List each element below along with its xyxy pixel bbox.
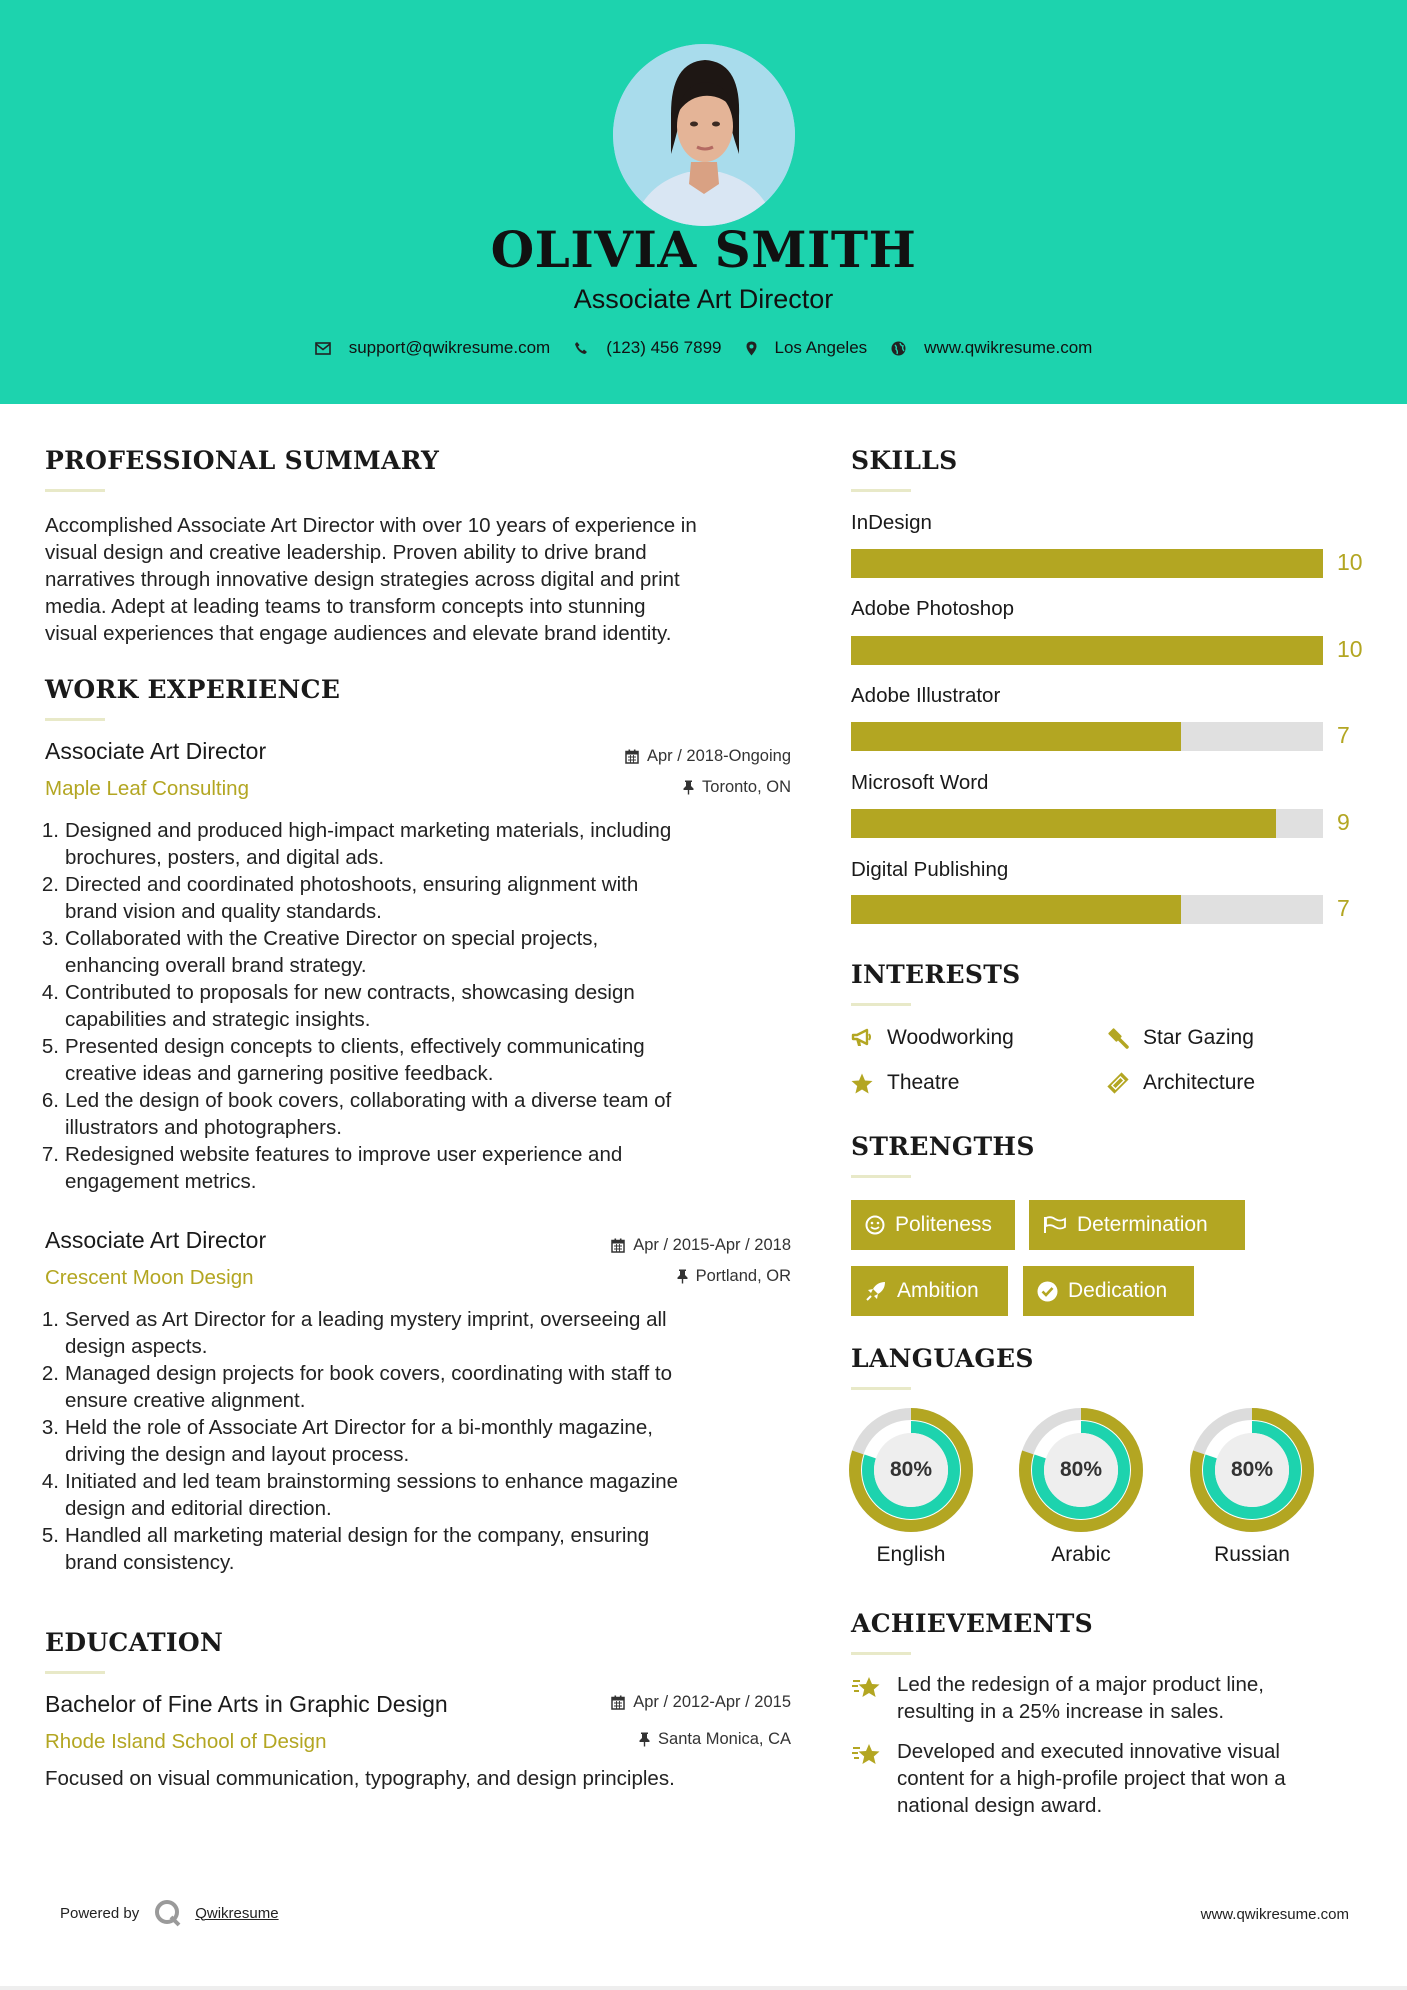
list-item: 3. Held the role of Associate Art Director for a bi-monthly magazine, bbox=[41, 1416, 653, 1439]
skill-bar bbox=[851, 895, 1323, 924]
candidate-role: Associate Art Director bbox=[573, 284, 834, 314]
avatar bbox=[613, 44, 795, 226]
job-location bbox=[683, 778, 791, 797]
skill-bar bbox=[851, 549, 1323, 578]
job-company: Crescent Moon Design bbox=[45, 1266, 254, 1289]
footer-powered-by bbox=[60, 1898, 279, 1928]
strength-label: Politeness bbox=[895, 1213, 992, 1236]
job-company: Maple Leaf Consulting bbox=[45, 777, 249, 800]
summary-heading: PROFESSIONAL SUMMARY bbox=[45, 446, 440, 475]
job-location-text: Portland, OR bbox=[695, 1267, 791, 1285]
strength-label: Determination bbox=[1077, 1213, 1208, 1236]
calendar-icon bbox=[611, 1238, 625, 1253]
contact-website-text: www.qwikresume.com bbox=[924, 338, 1093, 357]
contact-location bbox=[746, 338, 868, 358]
list-item: enhancing overall brand strategy. bbox=[65, 954, 367, 977]
list-item: 1. Served as Art Director for a leading mystery imprint, overseeing all bbox=[41, 1308, 667, 1331]
footer-powered-text: Powered by bbox=[60, 1904, 140, 1922]
contact-location-text: Los Angeles bbox=[774, 338, 868, 357]
contact-email[interactable] bbox=[315, 338, 551, 358]
skill-label: Microsoft Word bbox=[851, 771, 989, 794]
calendar-icon bbox=[611, 1695, 625, 1710]
language-name: Russian bbox=[1214, 1543, 1290, 1566]
strengths-divider bbox=[851, 1175, 911, 1178]
skill-bar-fill bbox=[851, 895, 1181, 924]
skill-value: 7 bbox=[1337, 895, 1350, 921]
summary-text bbox=[45, 512, 697, 647]
achievement-line: national design award. bbox=[897, 1794, 1103, 1817]
strength-chip bbox=[1023, 1266, 1194, 1316]
skill-label: Adobe Illustrator bbox=[851, 684, 1001, 707]
map-pin-icon bbox=[746, 341, 757, 356]
language-gauge bbox=[1190, 1408, 1314, 1532]
skill-label: Adobe Photoshop bbox=[851, 597, 1014, 620]
education-heading: EDUCATION bbox=[45, 1628, 224, 1657]
education-location-text: Santa Monica, CA bbox=[658, 1730, 791, 1748]
experience-heading: WORK EXPERIENCE bbox=[45, 675, 341, 704]
skill-bar bbox=[851, 809, 1323, 838]
skill-value: 10 bbox=[1337, 549, 1363, 575]
job-date-text: Apr / 2018-Ongoing bbox=[646, 747, 791, 765]
education-description: Focused on visual communication, typography, and design principles. bbox=[45, 1767, 675, 1790]
languages-divider bbox=[851, 1387, 911, 1390]
education-school: Rhode Island School of Design bbox=[45, 1730, 327, 1753]
list-item: 5. Presented design concepts to clients, effectively communicating bbox=[41, 1035, 645, 1058]
skill-value: 10 bbox=[1337, 636, 1363, 662]
interests-divider bbox=[851, 1003, 911, 1006]
job-location bbox=[677, 1267, 791, 1286]
list-item: design and editorial direction. bbox=[65, 1497, 332, 1520]
interest-item bbox=[851, 1071, 959, 1095]
achievement-line: Led the redesign of a major product line, bbox=[897, 1673, 1264, 1696]
gavel-icon bbox=[1107, 1027, 1129, 1049]
achievement-text bbox=[897, 1671, 1264, 1725]
contact-bar bbox=[0, 338, 1407, 358]
experience-divider bbox=[45, 718, 105, 721]
achievement-item bbox=[851, 1671, 1264, 1725]
job-location-text: Toronto, ON bbox=[702, 778, 791, 796]
star-icon bbox=[851, 1073, 873, 1094]
interest-item bbox=[1107, 1026, 1254, 1050]
list-item: 4. Contributed to proposals for new contracts, showcasing design bbox=[41, 981, 635, 1004]
interests-heading: INTERESTS bbox=[851, 960, 1021, 989]
language-gauge bbox=[849, 1408, 973, 1532]
interest-label: Theatre bbox=[887, 1071, 960, 1094]
summary-line: visual design and creative leadership. Proven ability to drive brand bbox=[45, 541, 647, 564]
summary-line: narratives through innovative design strategies across digital and print bbox=[45, 568, 680, 591]
achievement-text bbox=[897, 1738, 1286, 1819]
strength-label: Dedication bbox=[1068, 1279, 1168, 1302]
envelope-icon bbox=[315, 342, 331, 355]
language-name: English bbox=[876, 1543, 946, 1566]
list-item: brochures, posters, and digital ads. bbox=[65, 846, 385, 869]
candidate-name: OLIVIA SMITH bbox=[490, 220, 917, 279]
summary-line: media. Adept at leading teams to transform concepts into stunning bbox=[45, 595, 646, 618]
skill-bar bbox=[851, 722, 1323, 751]
pushpin-icon bbox=[683, 780, 694, 795]
summary-line: Accomplished Associate Art Director with over 10 years of experience in bbox=[45, 514, 697, 537]
strength-label: Ambition bbox=[897, 1279, 979, 1302]
footer-website[interactable]: www.qwikresume.com bbox=[1200, 1906, 1349, 1923]
pushpin-icon bbox=[639, 1732, 650, 1747]
footer-brand-link[interactable]: Qwikresume bbox=[195, 1904, 279, 1922]
trophy-star-icon bbox=[851, 1673, 883, 1701]
rocket-icon bbox=[865, 1280, 887, 1302]
languages-heading: LANGUAGES bbox=[851, 1344, 1034, 1373]
achievement-line: Developed and executed innovative visual bbox=[897, 1740, 1280, 1763]
list-item: illustrators and photographers. bbox=[65, 1116, 342, 1139]
smile-icon bbox=[865, 1215, 885, 1235]
skill-bar bbox=[851, 636, 1323, 665]
profile-photo bbox=[613, 44, 795, 226]
check-circle-icon bbox=[1037, 1281, 1058, 1302]
list-item: brand consistency. bbox=[65, 1551, 235, 1574]
education-degree: Bachelor of Fine Arts in Graphic Design bbox=[45, 1691, 448, 1717]
education-divider bbox=[45, 1671, 105, 1674]
job-date-text: Apr / 2015-Apr / 2018 bbox=[633, 1236, 791, 1254]
strength-chip bbox=[851, 1200, 1015, 1250]
skill-bar-fill bbox=[851, 549, 1323, 578]
list-item: creative ideas and garnering positive feedback. bbox=[65, 1062, 494, 1085]
achievements-heading: ACHIEVEMENTS bbox=[851, 1609, 1093, 1638]
list-item: 1. Designed and produced high-impact marketing materials, including bbox=[41, 819, 672, 842]
list-item: 4. Initiated and led team brainstorming sessions to enhance magazine bbox=[41, 1470, 679, 1493]
qwikresume-logo-icon bbox=[153, 1898, 183, 1928]
language-name: Arabic bbox=[1051, 1543, 1111, 1566]
skill-bar-fill bbox=[851, 809, 1276, 838]
skill-value: 7 bbox=[1337, 722, 1350, 748]
list-item: design aspects. bbox=[65, 1335, 208, 1358]
language-percent: 80% bbox=[1059, 1458, 1103, 1481]
skill-label: Digital Publishing bbox=[851, 858, 1009, 881]
achievement-line: content for a high-profile project that won a bbox=[897, 1767, 1286, 1790]
contact-phone-text: (123) 456 7899 bbox=[606, 338, 722, 357]
strength-chip bbox=[851, 1266, 1008, 1316]
education-date bbox=[611, 1693, 791, 1712]
pushpin-icon bbox=[677, 1269, 688, 1284]
contact-email-text: support@qwikresume.com bbox=[348, 338, 551, 357]
interest-label: Architecture bbox=[1143, 1071, 1256, 1094]
language-percent: 80% bbox=[889, 1458, 933, 1481]
job-bullets bbox=[39, 1306, 678, 1576]
trophy-star-icon bbox=[851, 1740, 883, 1768]
language-percent: 80% bbox=[1230, 1458, 1274, 1481]
contact-website[interactable] bbox=[891, 338, 1092, 358]
list-item: 6. Led the design of book covers, collaborating with a diverse team of bbox=[41, 1089, 672, 1112]
list-item: driving the design and layout process. bbox=[65, 1443, 410, 1466]
strength-chip bbox=[1029, 1200, 1245, 1250]
education-location bbox=[639, 1730, 791, 1749]
list-item: brand vision and quality standards. bbox=[65, 900, 382, 923]
summary-line: visual experiences that engage audiences and elevate brand identity. bbox=[45, 622, 672, 645]
contact-phone[interactable] bbox=[574, 338, 721, 358]
calendar-icon bbox=[625, 749, 639, 764]
language-gauge bbox=[1019, 1408, 1143, 1532]
job-title: Associate Art Director bbox=[45, 738, 267, 764]
list-item: 3. Collaborated with the Creative Director on special projects, bbox=[41, 927, 599, 950]
interest-item bbox=[1107, 1071, 1255, 1095]
ticket-icon bbox=[1107, 1072, 1129, 1094]
skill-bar-fill bbox=[851, 636, 1323, 665]
footer-divider bbox=[0, 1986, 1407, 1990]
list-item: 2. Directed and coordinated photoshoots, ensuring alignment with bbox=[41, 873, 639, 896]
phone-icon bbox=[574, 341, 588, 355]
list-item: 2. Managed design projects for book covers, coordinating with staff to bbox=[41, 1362, 672, 1385]
job-date bbox=[625, 747, 791, 766]
list-item: 5. Handled all marketing material design for the company, ensuring bbox=[41, 1524, 650, 1547]
skills-divider bbox=[851, 489, 911, 492]
list-item: 7. Redesigned website features to improve user experience and bbox=[41, 1143, 623, 1166]
interest-label: Star Gazing bbox=[1143, 1026, 1254, 1049]
list-item: engagement metrics. bbox=[65, 1170, 257, 1193]
skills-heading: SKILLS bbox=[851, 446, 958, 475]
summary-divider bbox=[45, 489, 105, 492]
interest-item bbox=[851, 1026, 1014, 1050]
globe-icon bbox=[891, 341, 906, 356]
job-title: Associate Art Director bbox=[45, 1227, 267, 1253]
header-banner bbox=[0, 0, 1407, 404]
achievements-divider bbox=[851, 1652, 911, 1655]
list-item: ensure creative alignment. bbox=[65, 1389, 306, 1412]
flag-icon bbox=[1043, 1216, 1067, 1234]
strengths-heading: STRENGTHS bbox=[851, 1132, 1035, 1161]
list-item: capabilities and strategic insights. bbox=[65, 1008, 371, 1031]
job-bullets bbox=[39, 817, 671, 1195]
skill-value: 9 bbox=[1337, 809, 1350, 835]
skill-bar-fill bbox=[851, 722, 1181, 751]
achievement-item bbox=[851, 1738, 1286, 1819]
megaphone-icon bbox=[851, 1028, 873, 1048]
skill-label: InDesign bbox=[851, 511, 932, 534]
job-date bbox=[611, 1236, 791, 1255]
achievement-line: resulting in a 25% increase in sales. bbox=[897, 1700, 1225, 1723]
interest-label: Woodworking bbox=[887, 1026, 1014, 1049]
education-date-text: Apr / 2012-Apr / 2015 bbox=[633, 1693, 791, 1711]
